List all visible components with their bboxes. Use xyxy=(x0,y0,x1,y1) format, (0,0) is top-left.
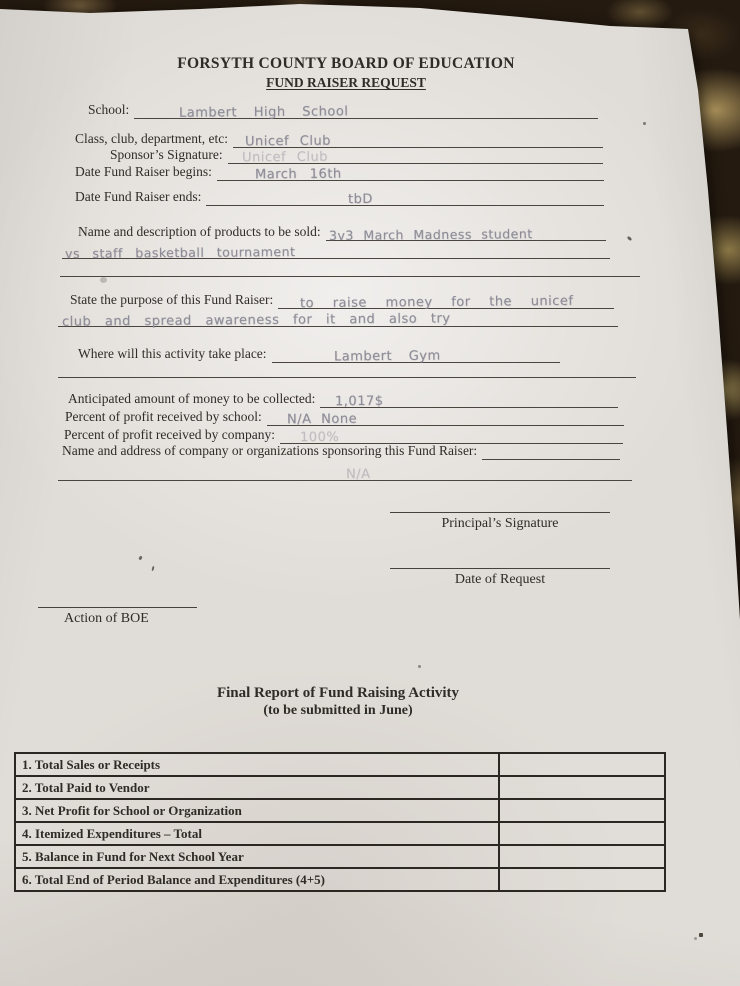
field-percent-school-value: N/A None xyxy=(286,411,357,428)
paper-speck xyxy=(699,933,703,937)
field-products-value-line2: vs staff basketball tournament xyxy=(64,243,296,262)
field-products-value-line1: 3v3 March Madness student xyxy=(328,226,533,243)
table-row-label: 6. Total End of Period Balance and Expenditures (4+5) xyxy=(16,869,500,890)
table-row-label: 2. Total Paid to Vendor xyxy=(16,777,500,798)
field-purpose xyxy=(70,290,614,312)
table-row xyxy=(16,821,664,844)
field-location-line-2 xyxy=(58,359,636,378)
principal-signature-line xyxy=(390,499,610,513)
table-row xyxy=(16,844,664,867)
field-school-line xyxy=(134,100,598,119)
field-products-line-1 xyxy=(326,222,606,241)
action-of-boe-line xyxy=(38,594,197,608)
field-products-empty-line xyxy=(60,258,640,277)
field-date-begins-label: Date Fund Raiser begins: xyxy=(75,164,212,179)
field-date-begins xyxy=(75,162,604,181)
field-amount xyxy=(68,389,618,408)
field-purpose-line-1 xyxy=(278,290,614,312)
final-report-subtitle: (to be submitted in June) xyxy=(263,703,413,718)
paper-speck xyxy=(151,566,154,571)
table-row-value xyxy=(500,777,664,798)
table-row-label: 5. Balance in Fund for Next School Year xyxy=(16,846,500,867)
action-of-boe-label: Action of BOE xyxy=(64,611,149,626)
field-date-begins-line xyxy=(217,162,604,181)
field-location-empty-line xyxy=(58,359,636,378)
field-products-line-2 xyxy=(62,240,610,262)
field-percent-school-line xyxy=(267,407,624,426)
field-date-ends-line xyxy=(206,187,604,206)
field-products xyxy=(78,222,606,241)
field-percent-school-label: Percent of profit received by school: xyxy=(65,409,262,424)
field-date-ends-value: tbD xyxy=(348,191,374,208)
field-sponsor-org-label: Name and address of company or organizations sponsoring this Fund Raiser: xyxy=(62,443,478,458)
field-location-value: Lambert Gym xyxy=(333,348,441,365)
field-class-club-value: Unicef Club xyxy=(244,133,331,150)
field-products-line-3 xyxy=(60,258,640,277)
field-sponsor-signature-value: Unicef Club xyxy=(241,149,328,166)
field-class-club-label: Class, club, department, etc: xyxy=(75,131,228,146)
field-purpose-value-line1: to raise money for the unicef xyxy=(300,293,574,312)
paper-speck xyxy=(138,556,143,561)
field-amount-label: Anticipated amount of money to be collected: xyxy=(68,391,316,406)
paper-speck xyxy=(643,122,646,125)
table-row-label: 4. Itemized Expenditures – Total xyxy=(16,823,500,844)
field-school-value: Lambert High School xyxy=(179,104,349,121)
table-row-value xyxy=(500,823,664,844)
field-purpose-label: State the purpose of this Fund Raiser: xyxy=(70,292,274,307)
table-row xyxy=(16,754,664,775)
final-report-table xyxy=(14,752,666,892)
field-date-ends xyxy=(75,187,604,206)
field-school-label: School: xyxy=(88,102,130,117)
paper-speck xyxy=(418,665,421,668)
table-row xyxy=(16,775,664,798)
date-of-request-line xyxy=(390,555,610,569)
paper-speck xyxy=(694,937,697,940)
field-purpose-continuation xyxy=(58,308,618,330)
principal-signature-label: Principal’s Signature xyxy=(441,516,559,531)
final-report-title: Final Report of Fund Raising Activity xyxy=(216,685,460,701)
field-purpose-value-line2: club and spread awareness for it and also try xyxy=(61,311,451,330)
field-date-begins-value: March 16th xyxy=(254,166,342,183)
field-amount-value: 1,017$ xyxy=(335,393,385,410)
table-row-label: 3. Net Profit for School or Organization xyxy=(16,800,500,821)
table-row-value xyxy=(500,754,664,775)
field-products-continuation xyxy=(62,240,610,262)
field-sponsor-org-line-1 xyxy=(482,441,620,460)
paper-speck xyxy=(627,236,633,242)
table-row xyxy=(16,798,664,821)
form-title: FORSYTH COUNTY BOARD OF EDUCATION xyxy=(177,55,515,72)
table-row xyxy=(16,867,664,890)
table-row-value xyxy=(500,869,664,890)
field-location-label: Where will this activity take place: xyxy=(78,346,267,361)
form-subtitle: FUND RAISER REQUEST xyxy=(266,75,426,90)
field-percent-company-label: Percent of profit received by company: xyxy=(64,427,276,442)
table-row-value xyxy=(500,800,664,821)
field-sponsor-org-value: N/A xyxy=(345,466,371,483)
field-amount-line xyxy=(320,389,618,408)
field-sponsor-signature-label: Sponsor’s Signature: xyxy=(110,147,223,162)
table-row-label: 1. Total Sales or Receipts xyxy=(16,754,500,775)
field-date-ends-label: Date Fund Raiser ends: xyxy=(75,189,202,204)
field-purpose-line-2 xyxy=(58,308,618,330)
date-of-request-label: Date of Request xyxy=(454,572,546,587)
table-row-value xyxy=(500,846,664,867)
field-sponsor-org-continuation xyxy=(58,462,632,481)
paper-smudge xyxy=(100,277,107,283)
field-school xyxy=(88,100,598,119)
field-sponsor-org xyxy=(62,441,620,460)
field-sponsor-org-line-2 xyxy=(58,462,632,481)
field-percent-company-value: 100% xyxy=(299,429,340,446)
field-percent-school xyxy=(65,407,624,426)
field-products-label: Name and description of products to be sold: xyxy=(78,224,321,239)
